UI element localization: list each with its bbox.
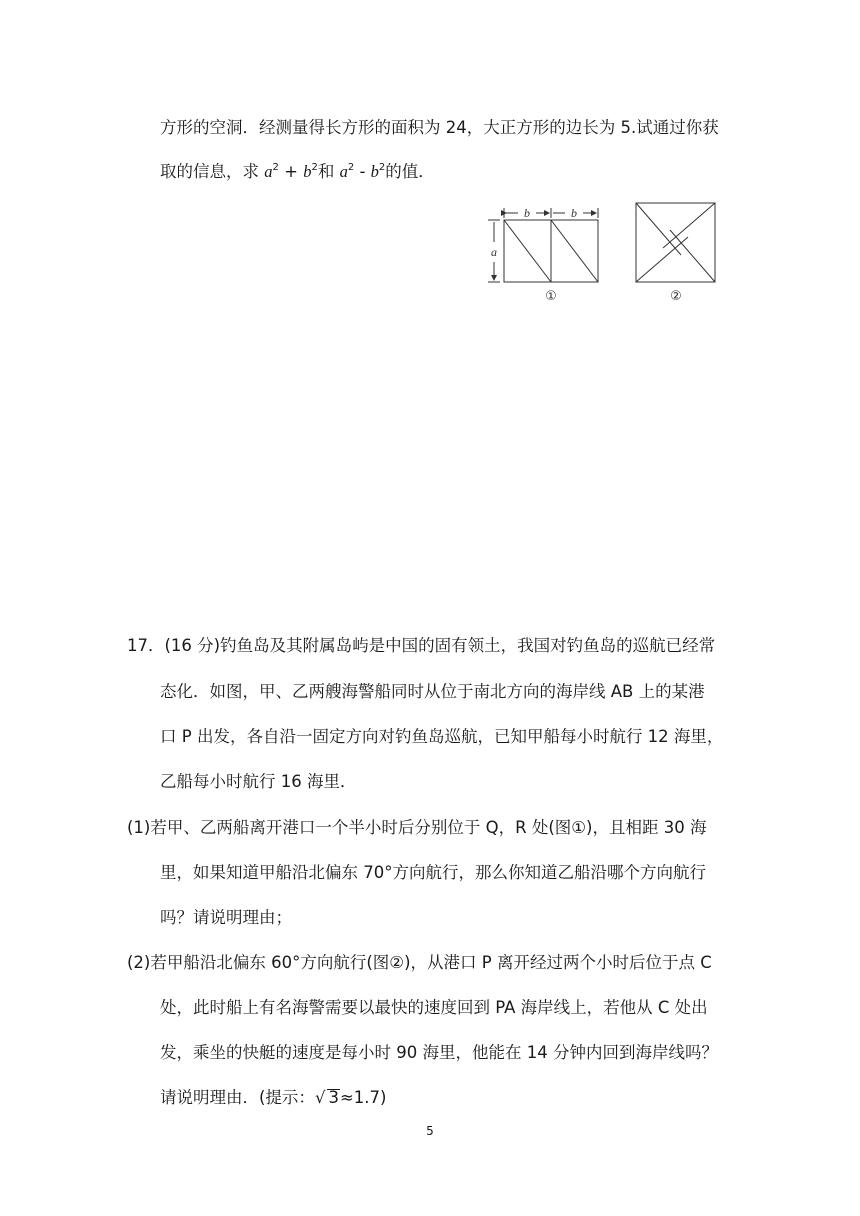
problem16-line2-suffix: 的值．: [385, 162, 435, 181]
page-number: 5: [426, 1124, 434, 1138]
and-text: 和: [317, 162, 340, 181]
problem16-line2: [160, 160, 435, 187]
var-b: b: [370, 162, 379, 181]
figure-2-pinwheel: [636, 203, 715, 282]
exponent: 2: [347, 162, 355, 173]
question2-line4-prefix: 请说明理由．(提示：: [160, 1088, 315, 1107]
var-b: b: [303, 162, 312, 181]
problem16-line2-prefix: 取的信息，求: [160, 162, 265, 181]
label-b-left: b: [524, 206, 530, 220]
question1-line2: 里，如果知道甲船沿北偏东 70°方向航行，那么你知道乙船沿哪个方向航行: [160, 863, 706, 882]
exponent: 2: [272, 162, 279, 173]
problem17-line2: 态化．如图，甲、乙两艘海警船同时从位于南北方向的海岸线 AB 上的某港: [160, 682, 705, 701]
plus-sign: +: [278, 162, 304, 181]
problem17-line1: 17．(16 分)钓鱼岛及其附属岛屿是中国的固有领土，我国对钓鱼岛的巡航已经常: [127, 636, 716, 655]
question2-line1: (2)若甲船沿北偏东 60°方向航行(图②)，从港口 P 离开经过两个小时后位于点 C: [127, 953, 712, 972]
problem17-line4: 乙船每小时航行 16 海里．: [160, 772, 357, 791]
question2-line3: 发，乘坐的快艇的速度是每小时 90 海里，他能在 14 分钟内回到海岸线吗？: [160, 1043, 718, 1062]
var-a: a: [264, 162, 273, 181]
figure-1-rectangles: [488, 208, 598, 282]
sqrt-argument: 3: [328, 1088, 339, 1107]
question2-line2: 处，此时船上有名海警需要以最快的速度回到 PA 海岸线上，若他从 C 处出: [160, 998, 708, 1017]
caption-figure-1: ①: [545, 289, 557, 304]
label-b-right: b: [571, 206, 577, 220]
sqrt-symbol: √: [314, 1088, 326, 1107]
exponent: 2: [378, 162, 386, 173]
problem16-line1: 方形的空洞．经测量得长方形的面积为 24，大正方形的边长为 5.试通过你获: [160, 118, 719, 137]
geometry-figures: [484, 200, 724, 310]
question1-line1: (1)若甲、乙两船离开港口一个半小时后分别位于 Q，R 处(图①)，且相距 30 海: [127, 818, 707, 837]
caption-figure-2: ②: [670, 289, 682, 304]
label-a: a: [491, 245, 497, 259]
minus-sign: -: [354, 162, 371, 181]
question2-line4: [160, 1086, 386, 1110]
exponent: 2: [311, 162, 318, 173]
problem17-line3: 口 P 出发，各自沿一固定方向对钓鱼岛巡航，已知甲船每小时航行 12 海里，: [160, 727, 724, 746]
question1-line3: 吗？请说明理由；: [160, 908, 292, 927]
var-a: a: [339, 162, 348, 181]
question2-line4-suffix: ≈1.7): [339, 1088, 387, 1107]
